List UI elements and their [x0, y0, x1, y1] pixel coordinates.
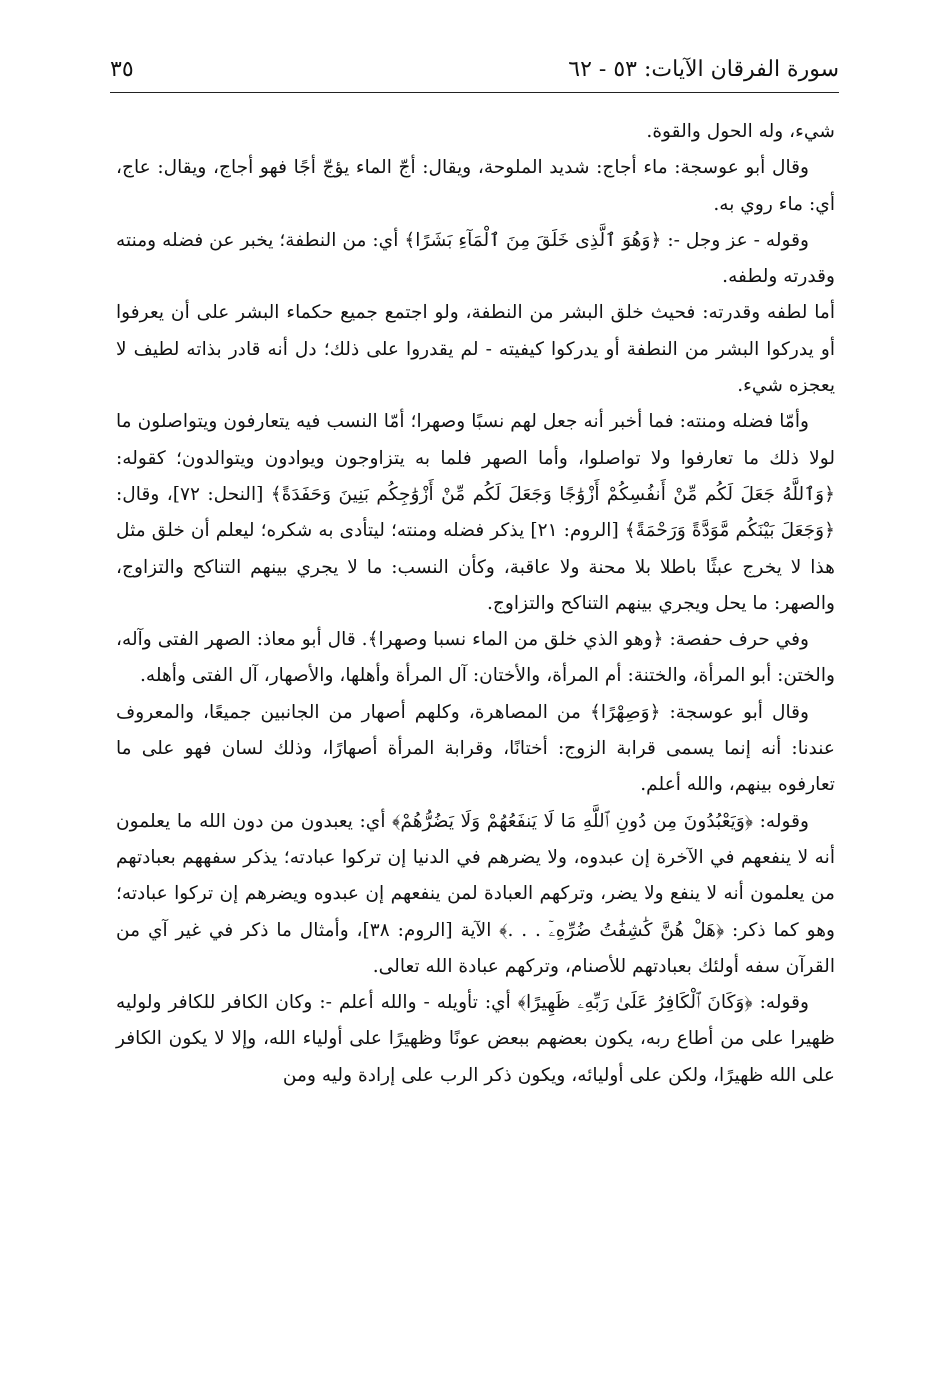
header-title: سورة الفرقان الآيات: ٥٣ - ٦٢ [568, 57, 839, 82]
paragraph: وقوله: ﴿وَيَعْبُدُونَ مِن دُونِ ٱللَّهِ مَا لَا يَنفَعُهُمْ وَلَا يَضُرُّهُمْ﴾ أي: يعبدون من دون الله ما يعلمون أنه لا ينفعهم في الآخرة إن عبدوه، ولا يضرهم في الدنيا إن تركوا عبادته؛ يذكر سفههم بعبادتهم من يعلمون أنه لا ينفع ولا يضر، وتركهم العبادة لمن ينفعهم إن عبدوه ويضرهم إن تركوا عبادته؛ وهو كما ذكر: ﴿هَلْ هُنَّ كَٰشِفَٰتُ ضُرِّهِۦٓ . . .﴾ الآية [الروم: ٣٨]، وأمثال ما ذكر في غير آي من القرآن سفه أولئك بعبادتهم للأصنام، وتركهم عبادة الله تعالى. [116, 810, 835, 977]
paragraph: وقال أبو عوسجة: ماء أجاج: شديد الملوحة، ويقال: أجّ الماء يؤجّ أجًا فهو أجاج، ويقال: عاج، أي: ماء روي به. [116, 157, 835, 215]
paragraph: وقوله: ﴿وَكَانَ ٱلْكَافِرُ عَلَىٰ رَبِّهِۦ ظَهِيرًا﴾ أي: تأويله - والله أعلم -: وكان الكافر للكافر ولوليه ظهيرا على من أطاع ربه، يكون بعضهم ببعض عونًا وظهيرًا على أولياء الله، وإلا لا يكون الكافر على الله ظهيرًا، ولكن على أوليائه، ويكون ذكر الرب على إرادة وليه ومن [116, 992, 835, 1086]
paragraph: وقوله - عز وجل -: ﴿وَهُوَ ٱلَّذِى خَلَقَ مِنَ ٱلْمَآءِ بَشَرًا﴾ أي: من النطفة؛ يخبر عن فضله ومنته وقدرته ولطفه. [116, 229, 835, 288]
paragraph: وأمّا فضله ومنته: فما أخبر أنه جعل لهم نسبًا وصهرا؛ أمّا النسب فيه يتعارفون ويتواصلون ما لولا ذلك ما تعارفوا ولا تواصلوا، وأما الصهر فلما به يتزاوجون ويوادون ويتوالدون؛ كقوله: ﴿وَٱللَّهُ جَعَلَ لَكُم مِّنْ أَنفُسِكُمْ أَزْوَٰجًا وَجَعَلَ لَكُم مِّنْ أَزْوَٰجِكُم بَنِينَ وَحَفَدَةً﴾ [النحل: ٧٢]، وقال: ﴿وَجَعَلَ بَيْنَكُم مَّوَدَّةً وَرَحْمَةً﴾ [الروم: ٢١] يذكر فضله ومنته؛ ليتأدى به شكره؛ ليعلم أن خلق مثل هذا لا يخرج عبثًا باطلا بلا محنة ولا عاقبة، وكأن النسب: ما لا يجري بينهم التناكح والتزاوج، والصهر: ما يحل ويجري بينهم التناكح والتزاوج. [116, 411, 835, 614]
paragraph: شيء، وله الحول والقوة. [646, 121, 835, 142]
paragraph: وقال أبو عوسجة: ﴿وَصِهْرًا﴾ من المصاهرة، وكلهم أصهار من الجانبين جميعًا، والمعروف عندنا: أنه إنما يسمى قرابة الزوج: أختانًا، وقرابة المرأة أصهارًا، وذلك لسان فهو على ما تعارفوه بينهم، والله أعلم. [116, 701, 835, 796]
running-header [110, 52, 839, 93]
paragraph: أما لطفه وقدرته: فحيث خلق البشر من النطفة، ولو اجتمع جميع حكماء البشر على أن يعرفوا أو يدركوا البشر من النطفة أو يدركوا كيفيته - لم يقدروا على ذلك؛ دل أنه قادر بذاته لطيف لا يعجزه شيء. [116, 302, 835, 397]
main-text [116, 114, 835, 1094]
paragraph: وفي حرف حفصة: ﴿وهو الذي خلق من الماء نسبا وصهرا﴾. قال أبو معاذ: الصهر الفتى وآله، والختن: أبو المرأة، والختنة: أم المرأة، والأختان: آل المرأة وأهلها، والأصهار، آل الفتى وأهله. [116, 629, 835, 687]
page-number: ٣٥ [110, 57, 134, 82]
